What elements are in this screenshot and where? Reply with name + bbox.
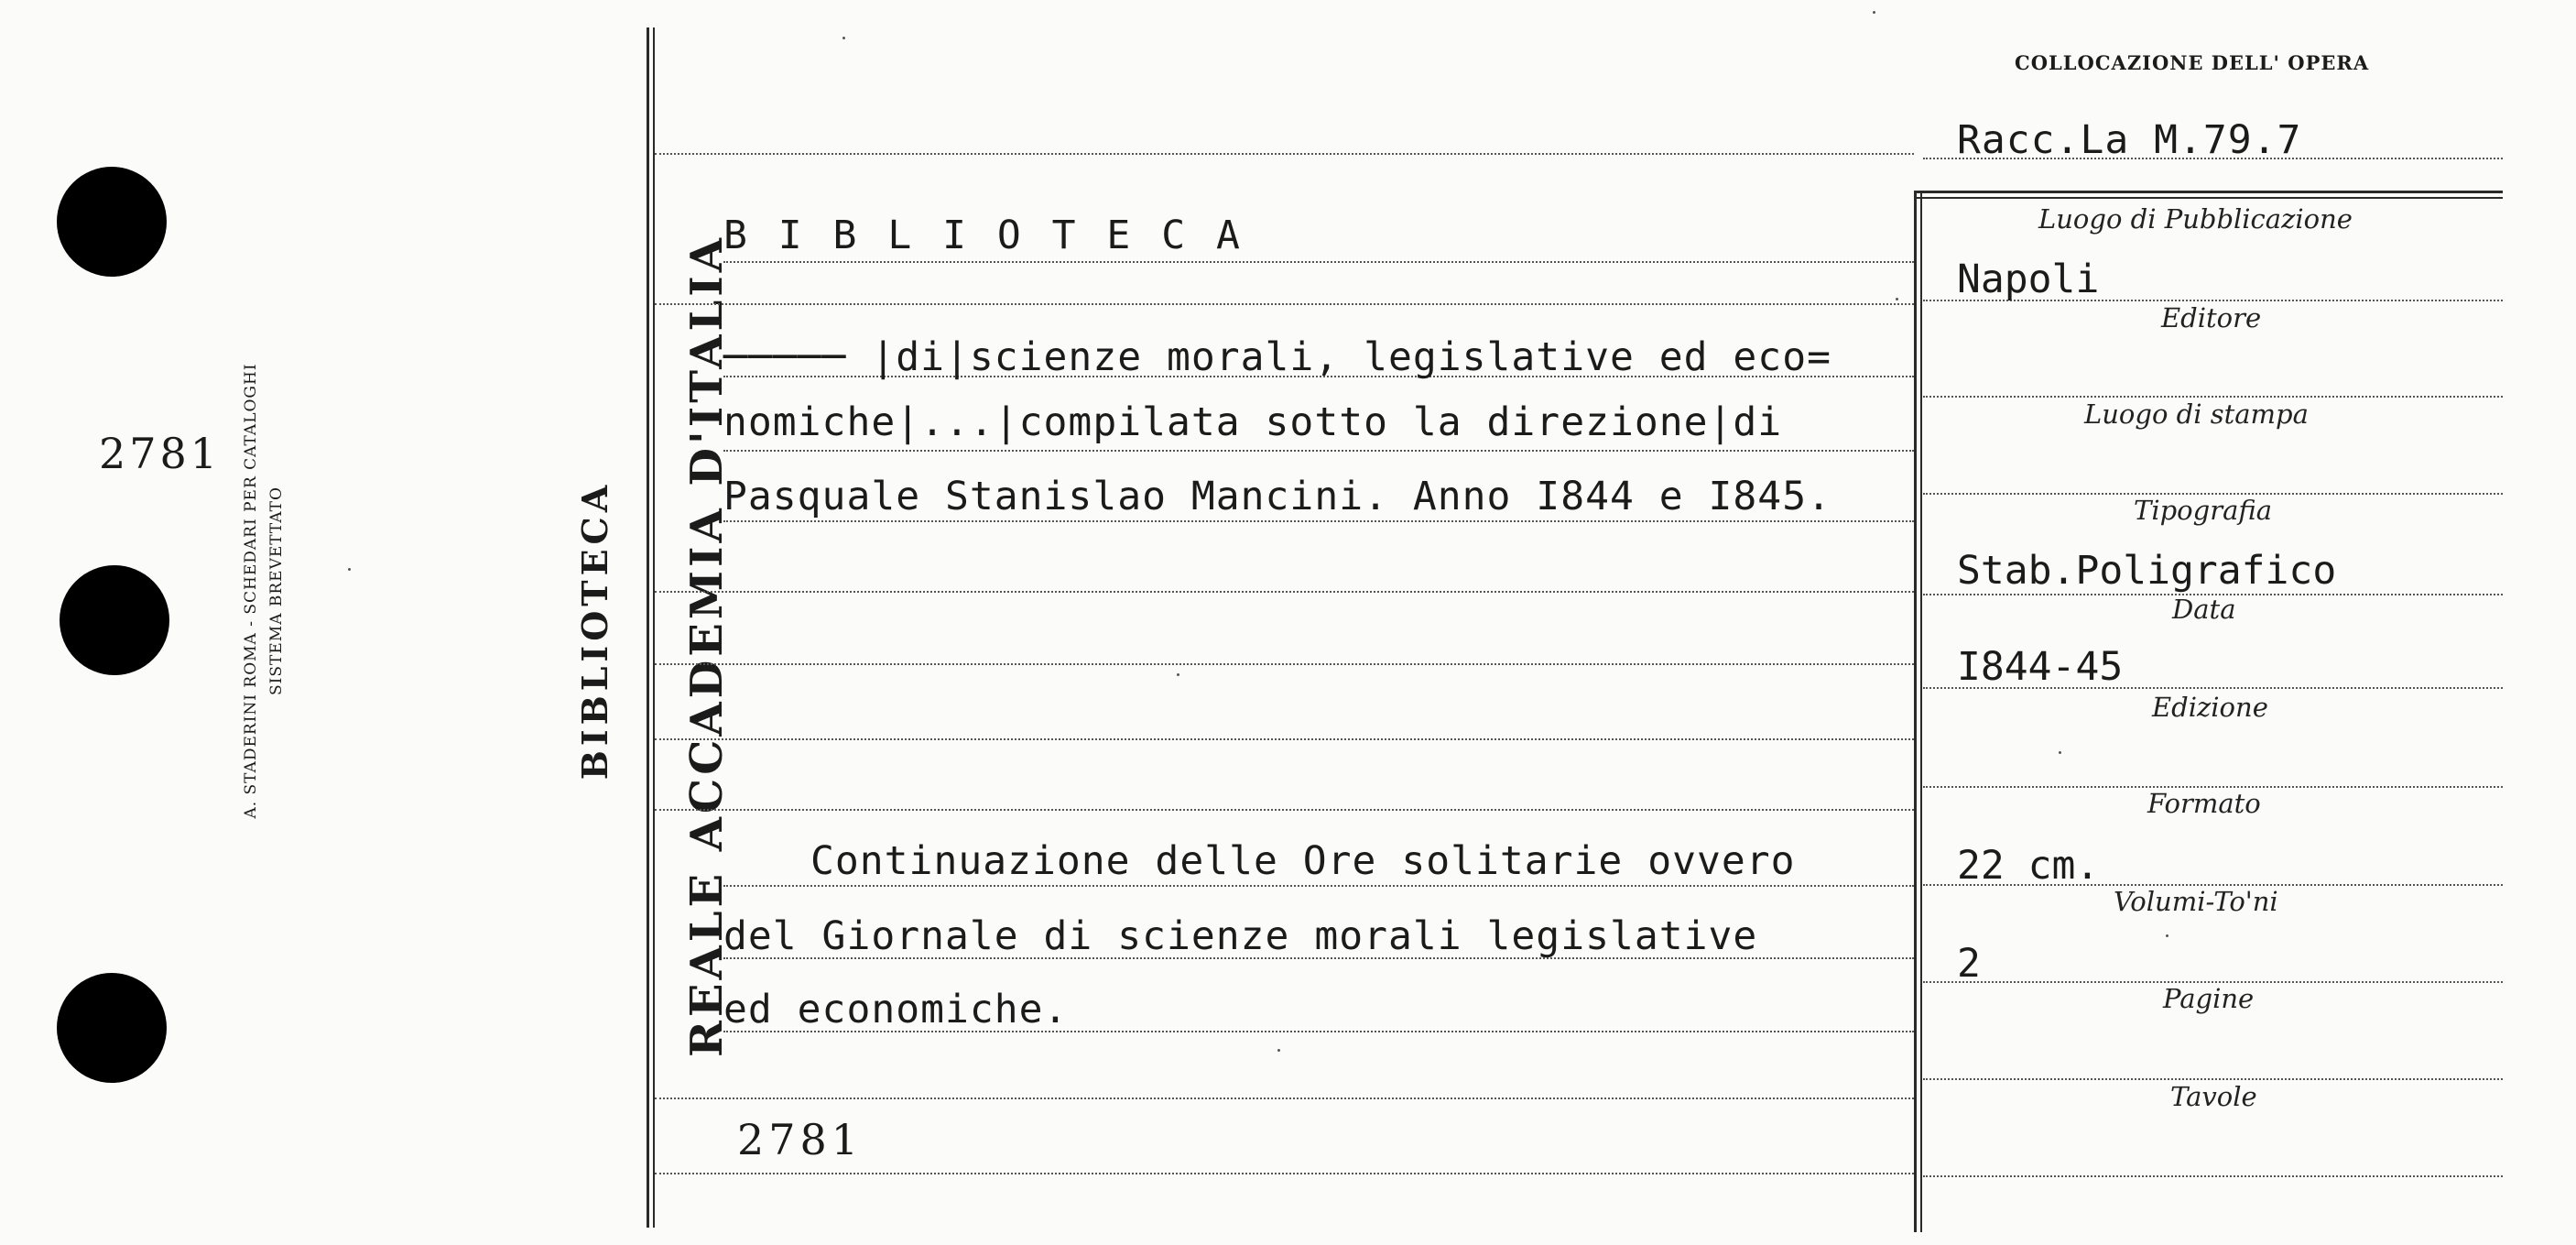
entry-heading: B I B L I O T E C A xyxy=(723,213,1244,258)
main-border-line-2 xyxy=(653,27,655,1228)
note-line-2: del Giornale di scienze morali legislative xyxy=(723,913,1758,959)
entry-number: 2781 xyxy=(737,1115,864,1164)
printer-imprint-line2: SISTEMA BREVETTATO xyxy=(267,486,286,695)
rule-line xyxy=(655,1173,1914,1174)
scan-speck xyxy=(842,37,845,39)
rule-line xyxy=(723,520,1914,522)
luogo-pubblicazione-label: Luogo di Pubblicazione xyxy=(2038,203,2353,235)
rule-line xyxy=(1923,396,2503,398)
rule-line xyxy=(655,303,1914,305)
scan-speck xyxy=(1177,673,1179,676)
scan-speck xyxy=(1873,11,1875,14)
card-number-margin: 2781 xyxy=(99,429,222,478)
volumi-tomi-label: Volumi-To'ni xyxy=(2114,886,2278,917)
rule-line xyxy=(1923,1175,2503,1177)
note-line-1: Continuazione delle Ore solitarie ovvero xyxy=(810,838,1796,884)
right-panel-border-1 xyxy=(1914,192,1917,1232)
punch-hole-bottom xyxy=(57,973,167,1083)
right-panel-border-2 xyxy=(1920,192,1922,1232)
scan-speck xyxy=(1277,1049,1280,1052)
rule-line xyxy=(655,153,1914,155)
rule-line xyxy=(655,1098,1914,1099)
entry-title-line-2: nomiche|...|compilata sotto la direzione|di xyxy=(723,399,1783,445)
punch-hole-top xyxy=(57,167,167,277)
scan-speck xyxy=(2166,934,2168,937)
punch-hole-middle xyxy=(60,565,169,675)
rule-line xyxy=(723,885,1914,887)
data-label: Data xyxy=(2172,594,2236,625)
luogo-pubblicazione-value: Napoli xyxy=(1957,257,2100,302)
institution-name: REALE ACCADEMIA D'ITALIA xyxy=(681,235,733,1057)
section-label: BIBLIOTECA xyxy=(574,480,615,781)
formato-value: 22 cm. xyxy=(1957,843,2100,889)
pagine-label: Pagine xyxy=(2163,983,2255,1014)
collocazione-label: COLLOCAZIONE DELL' OPERA xyxy=(2015,51,2370,74)
printer-imprint-line1: A. STADERINI ROMA - SCHEDARI PER CATALOGHI xyxy=(242,363,260,819)
edizione-label: Edizione xyxy=(2152,692,2268,723)
rule-line xyxy=(1923,1078,2503,1080)
right-panel-top-border-1 xyxy=(1914,191,2503,193)
tipografia-value: Stab.Poligrafico xyxy=(1957,548,2337,594)
entry-title-line-1: ───── |di|scienze morali, legislative ed eco= xyxy=(723,334,1831,380)
rule-line xyxy=(723,261,1914,263)
rule-line xyxy=(655,738,1914,740)
tipografia-label: Tipografia xyxy=(2134,495,2272,526)
right-panel-top-border-2 xyxy=(1914,197,2503,199)
editore-label: Editore xyxy=(2161,302,2262,333)
collocazione-value: Racc.La M.79.7 xyxy=(1957,117,2302,163)
data-value: I844-45 xyxy=(1957,644,2124,690)
note-line-3: ed economiche. xyxy=(723,987,1069,1032)
main-border-line-1 xyxy=(647,27,649,1228)
formato-label: Formato xyxy=(2147,788,2261,819)
rule-line xyxy=(655,663,1914,665)
scan-speck xyxy=(1896,298,1898,300)
volumi-tomi-value: 2 xyxy=(1957,941,1981,987)
scan-speck xyxy=(2059,751,2061,754)
tavole-label: Tavole xyxy=(2170,1081,2257,1112)
entry-title-line-3: Pasquale Stanislao Mancini. Anno I844 e I845. xyxy=(723,474,1831,519)
rule-line xyxy=(723,450,1914,452)
rule-line xyxy=(655,591,1914,593)
printer-imprint xyxy=(238,344,293,838)
rule-line xyxy=(655,809,1914,811)
scan-speck xyxy=(348,568,351,571)
luogo-stampa-label: Luogo di stampa xyxy=(2084,399,2309,430)
